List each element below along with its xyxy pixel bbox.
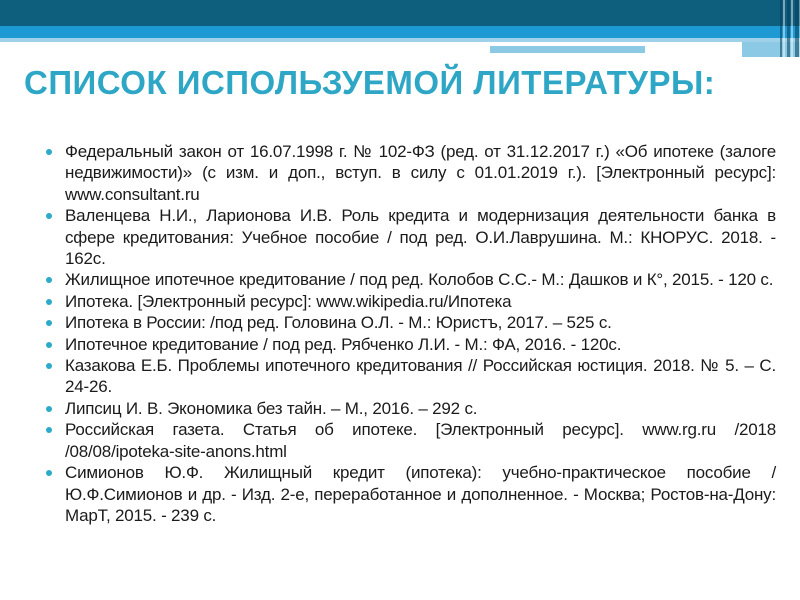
- reference-text: Жилищное ипотечное кредитование / под ред. Колобов С.С.- М.: Дашков и К°, 2015. - 120 с.: [65, 270, 774, 290]
- bullet-icon: [46, 427, 52, 433]
- reference-item: [40, 312, 776, 333]
- header-bar-blue: [0, 26, 800, 38]
- reference-text: Липсиц И. В. Экономика без тайн. – М., 2016. – 292 с.: [65, 398, 478, 418]
- reference-text: Валенцева Н.И., Ларионова И.В. Роль кредита и модернизация деятельности банка в сфере кредитования: Учебное пособие / под ред. О.И.Лаврушина. М.: КНОРУС. 2018. - 162с.: [65, 206, 776, 269]
- bullet-icon: [46, 406, 52, 412]
- reference-text: Ипотечное кредитование / под ред. Рябченко Л.И. - М.: ФА, 2016. - 120с.: [65, 334, 622, 354]
- reference-item: [40, 355, 776, 398]
- reference-item: [40, 269, 776, 290]
- reference-item: [40, 141, 776, 205]
- header-bar-dark: [0, 0, 800, 26]
- references-list: [40, 141, 776, 526]
- reference-item: [40, 419, 776, 462]
- bullet-icon: [46, 149, 52, 155]
- edge-stripe: [791, 0, 793, 57]
- reference-text: Ипотека. [Электронный ресурс]: www.wikipedia.ru/Ипотека: [65, 291, 512, 311]
- bullet-icon: [46, 213, 52, 219]
- edge-stripe: [787, 0, 790, 57]
- reference-text: Казакова Е.Б. Проблемы ипотечного кредитования // Российская юстиция. 2018. № 5. – С. 24-26.: [65, 356, 776, 397]
- reference-text: Симионов Ю.Ф. Жилищный кредит (ипотека): учебно-практическое пособие / Ю.Ф.Симионов и др. - Изд. 2-е, переработанное и дополненное. - Москва; Ростов-на-Дону: МарТ, 2015. - 239 с.: [65, 463, 776, 525]
- reference-item: [40, 205, 776, 269]
- edge-stripe: [780, 0, 782, 57]
- bullet-icon: [46, 320, 52, 326]
- slide-title: СПИСОК ИСПОЛЬЗУЕМОЙ ЛИТЕРАТУРЫ:: [24, 64, 716, 101]
- bullet-icon: [46, 299, 52, 305]
- edge-stripe: [783, 0, 785, 57]
- reference-item: [40, 398, 776, 419]
- header-bar-light-left: [490, 46, 645, 53]
- bullet-icon: [46, 470, 52, 476]
- bullet-icon: [46, 277, 52, 283]
- reference-text: Федеральный закон от 16.07.1998 г. № 102-ФЗ (ред. от 31.12.2017 г.) «Об ипотеке (залоге недвижимости)» (с изм. и доп., вступ. в силу с 01.01.2019 г.). [Электронный ресурс]: www.consultant.ru: [65, 142, 776, 204]
- bullet-icon: [46, 363, 52, 369]
- reference-item: [40, 334, 776, 355]
- reference-text: Российская газета. Статья об ипотеке. [Электронный ресурс]. www.rg.ru /2018 /08/08/ipoteka-site-anons.html: [65, 420, 776, 461]
- reference-item: [40, 462, 776, 526]
- bullet-icon: [46, 342, 52, 348]
- reference-item: [40, 291, 776, 312]
- header-edge-stripes: [776, 0, 800, 57]
- reference-text: Ипотека в России: /под ред. Головина О.Л. - М.: Юристъ, 2017. – 525 с.: [65, 313, 612, 333]
